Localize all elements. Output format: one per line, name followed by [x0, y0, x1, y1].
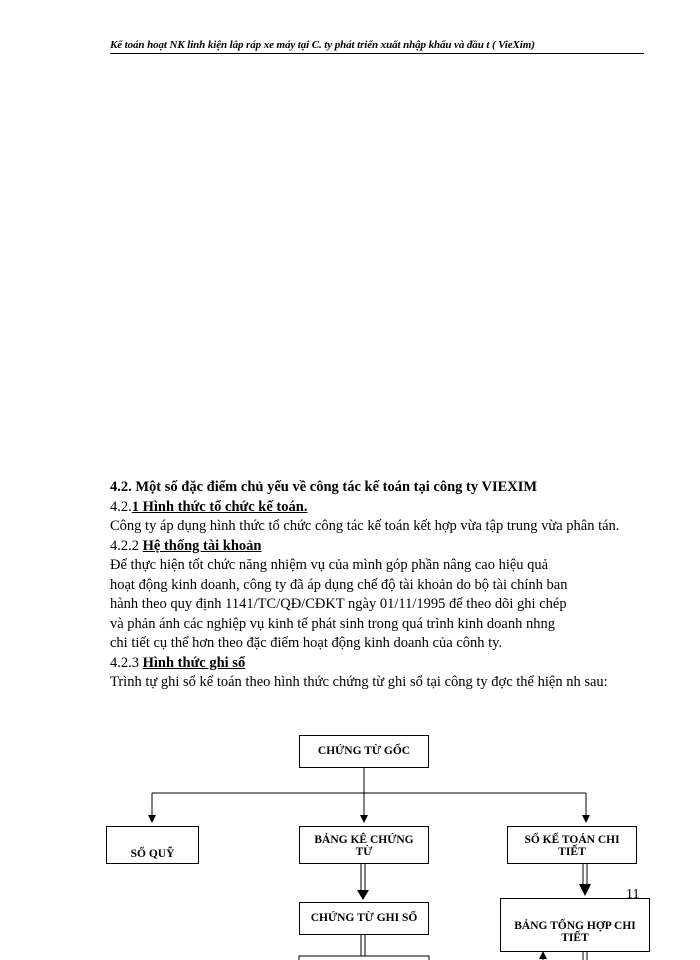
box-chung-tu-goc — [299, 735, 429, 768]
subsection-1-number: 4.2. — [110, 498, 132, 515]
subsection-3-number: 4.2.3 — [110, 654, 143, 671]
box-so-ke-toan-chi-tiet-label: SỔ KẾ TOÁN CHI TIẾT — [524, 834, 620, 858]
box-chung-tu-ghi-so — [299, 902, 429, 935]
subsection-2-line-2: hoạt động kinh doanh, công ty đã áp dụng chế độ tài khoản do bộ tài chính ban — [110, 576, 568, 593]
box-bang-tong-hop-chi-tiet — [500, 898, 650, 952]
subsection-2-title: Hệ thống tài khoản — [142, 537, 262, 554]
box-so-quy — [106, 826, 199, 864]
box-bang-ke-chung-tu-label: BẢNG KÊ CHỨNG TỪ — [314, 834, 414, 858]
subsection-2-line-3: hành theo quy định 1141/TC/QĐ/CĐKT ngày 01/11/1995 để theo dõi ghi chép — [110, 596, 567, 612]
subsection-2-number: 4.2.2 — [110, 537, 143, 554]
subsection-1-title: 1 Hình thức tổ chức kế toán. — [131, 498, 308, 515]
page-number: 11 — [626, 887, 640, 902]
running-header: Kế toán hoạt NK linh kiện lắp ráp xe máy tại C. ty phát triển xuất nhập khẩu và đầu t ( VieXim) — [110, 39, 644, 54]
subsection-2-line-4: và phản ánh các nghiệp vụ kinh tế phát sinh trong quá trình kinh doanh nhng — [110, 615, 555, 632]
subsection-2-line-1: Để thực hiện tốt chức năng nhiệm vụ của mình góp phần nâng cao hiệu quả — [110, 557, 549, 573]
box-bang-tong-hop-chi-tiet-label: BẢNG TỔNG HỢP CHI TIẾT — [514, 920, 636, 944]
box-chung-tu-goc-label: CHỨNG TỪ GỐC — [317, 745, 411, 757]
subsection-1-body: Công ty áp dụng hình thức tổ chức công tác kế toán kết hợp vừa tập trung vừa phân tán. — [110, 518, 620, 534]
arrow-head-to-chung-tu-ghi-so — [357, 890, 369, 900]
box-chung-tu-ghi-so-label: CHỨNG TỪ GHI SỔ — [310, 912, 418, 924]
section-heading: 4.2. Một số đặc điểm chủ yếu về công tác kế toán tại công ty VIEXIM — [110, 479, 538, 495]
next-box-partial — [299, 956, 429, 960]
subsection-2-line-5: chi tiết cụ thể hơn theo đặc điểm hoạt động kinh doanh của cônh ty. — [110, 635, 503, 651]
box-so-ke-toan-chi-tiet — [507, 826, 637, 864]
box-so-quy-label: SỔ QUỸ — [130, 848, 175, 860]
subsection-3-body: Trình tự ghi sổ kế toán theo hình thức chứng từ ghi sổ tại công ty đợc thể hiện nh sau: — [110, 674, 608, 690]
subsection-3-title: Hình thức ghi sổ — [142, 654, 246, 671]
box-bang-ke-chung-tu — [299, 826, 429, 864]
arrow-head-to-bang-tong-hop — [579, 884, 591, 896]
